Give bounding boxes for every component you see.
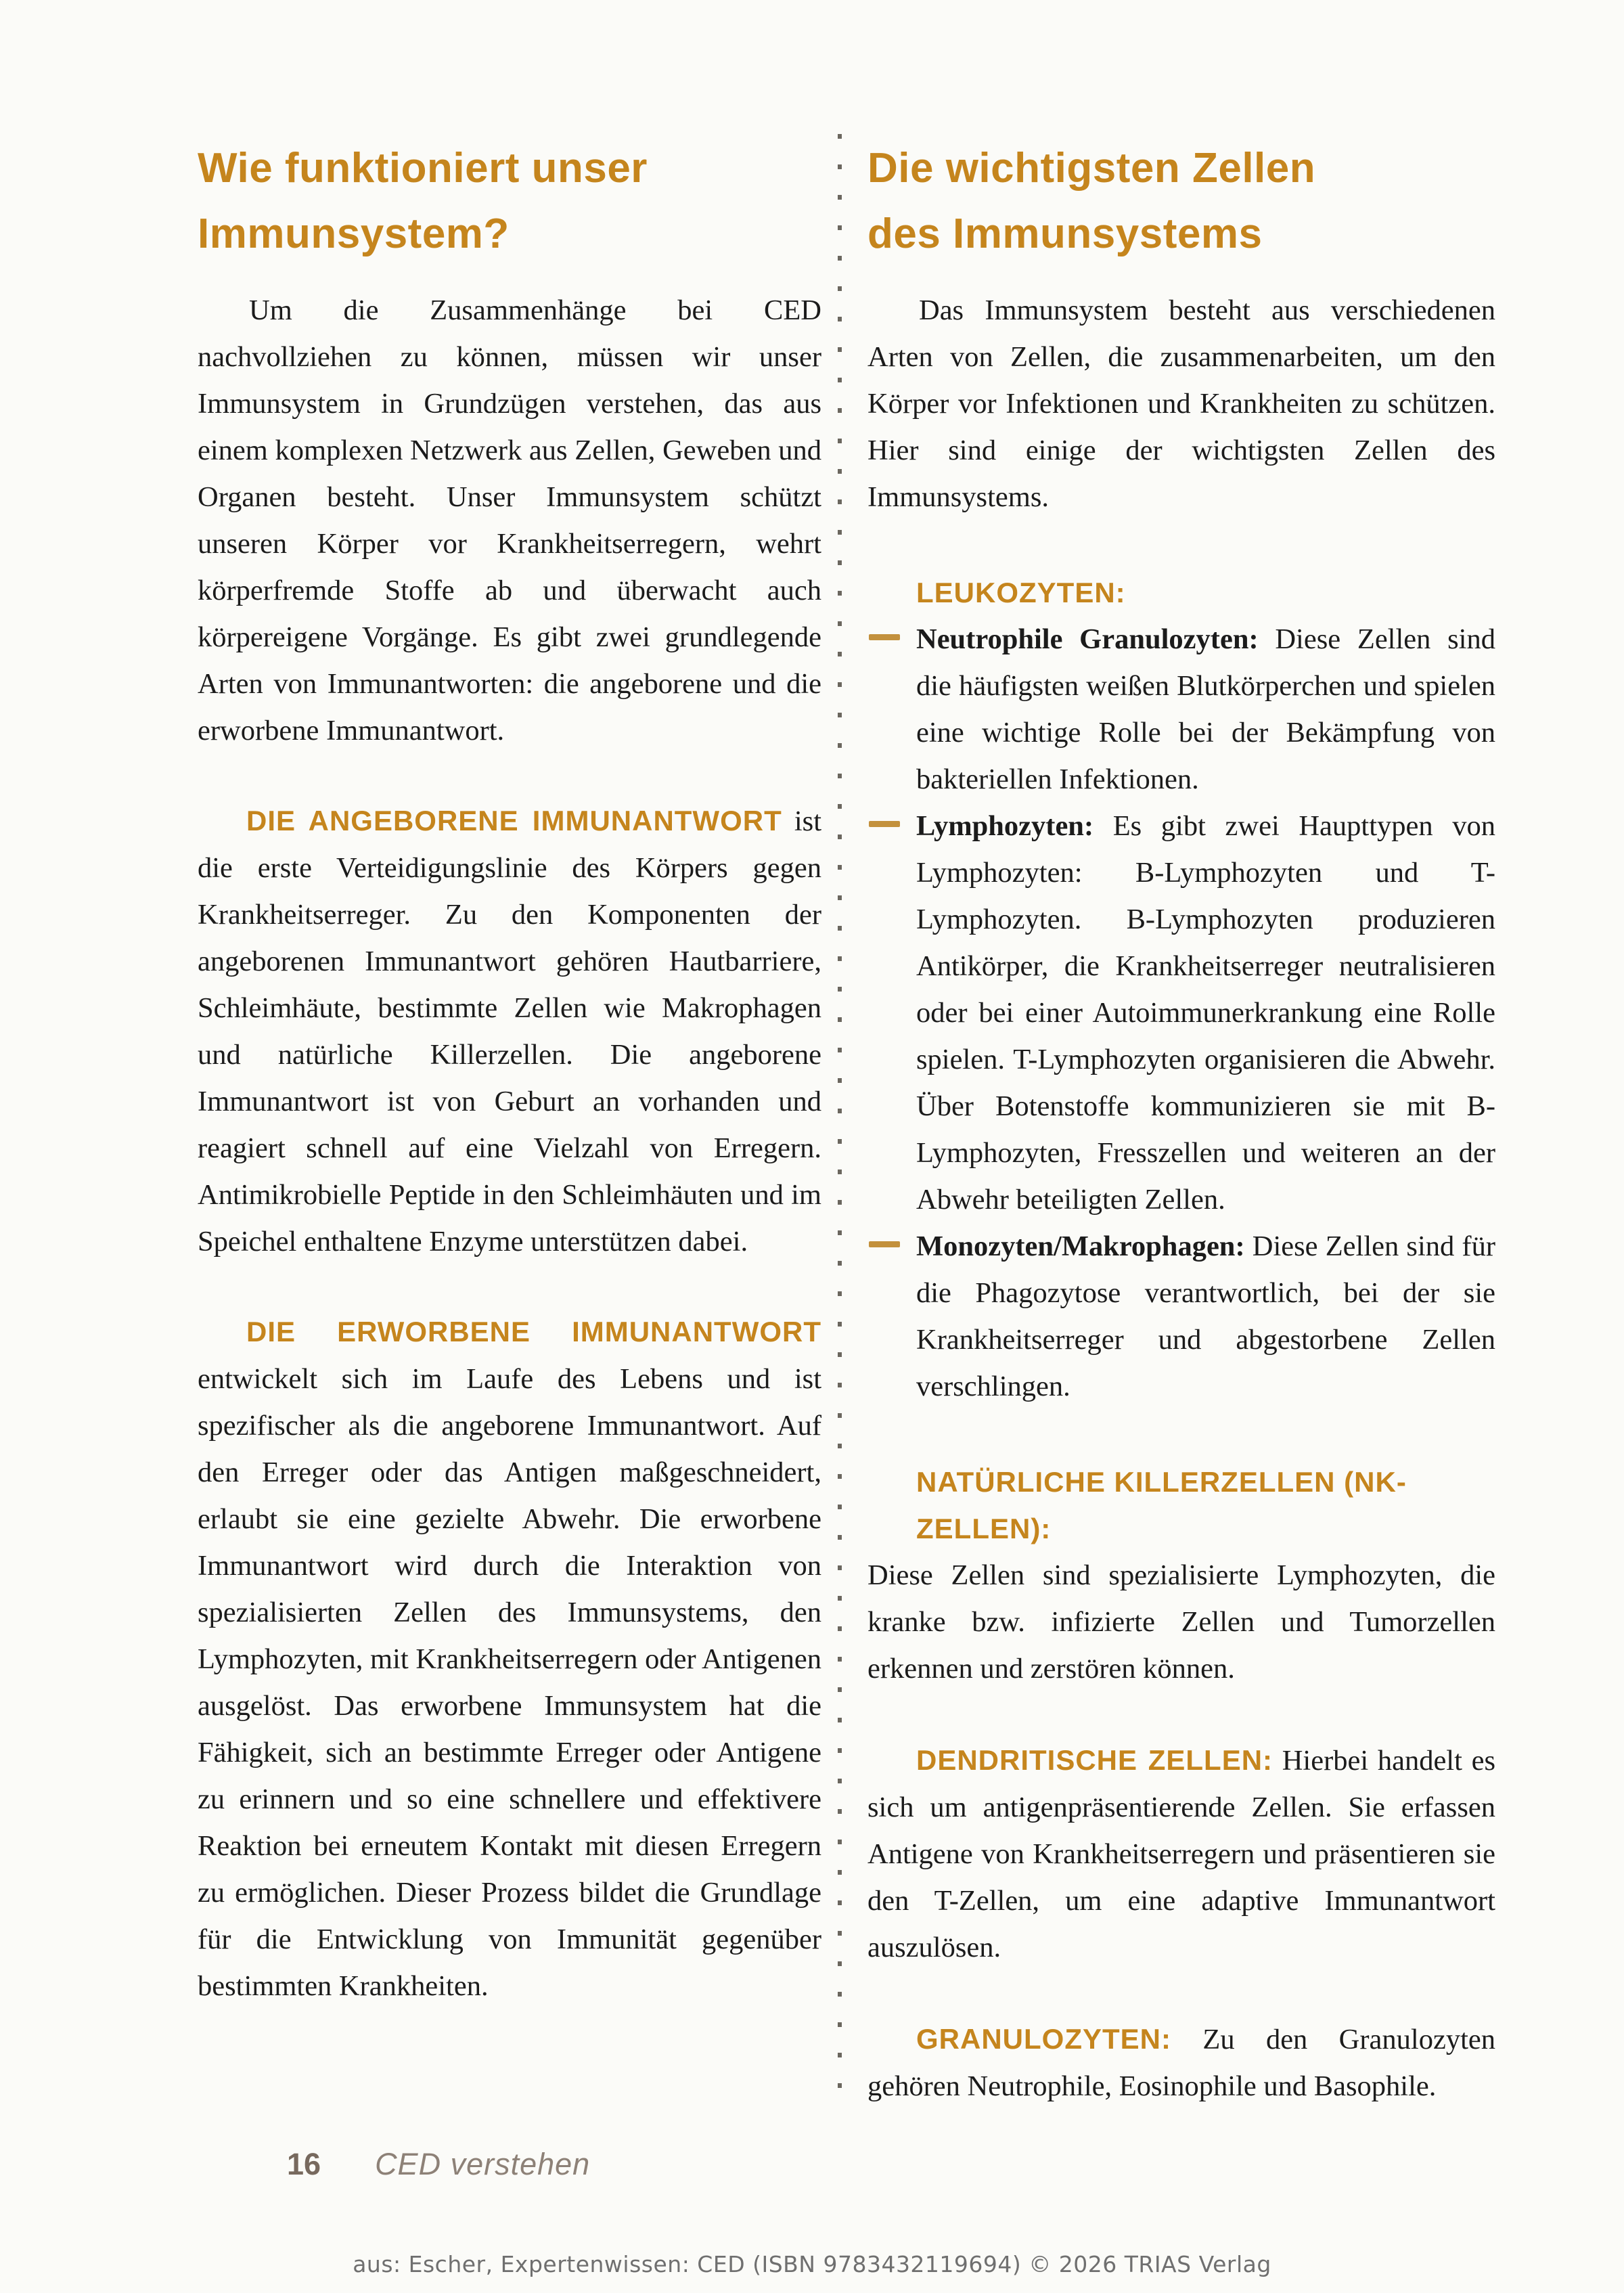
bullet-text-neutrophile: Diese Zellen sind die häufigsten weißen Blutkörperchen und spielen eine wichtige Rolle bei der Bekämpfung von bakteriellen Infektionen. bbox=[916, 623, 1495, 795]
page-number: 16 bbox=[287, 2147, 321, 2181]
section-lead-angeborene: DIE ANGEBORENE IMMUNANTWORT bbox=[246, 805, 782, 837]
bullet-dash-icon bbox=[869, 1241, 900, 1247]
section-dendritische-zellen bbox=[867, 1737, 1495, 1971]
bullet-dash-icon bbox=[869, 634, 900, 640]
section-text-granulozyten: Zu den Granulozyten gehören Neutrophile, Eosinophile und Basophile. bbox=[867, 2024, 1495, 2102]
right-intro-paragraph: Das Immunsystem besteht aus verschiedenen Arten von Zellen, die zusammenarbeiten, um den Körper vor Infektionen und Krankheiten zu schützen. Hier sind einige der wichtigsten Zellen des Immunsystems. bbox=[867, 294, 1495, 513]
leukozyten-heading: LEUKOZYTEN: bbox=[916, 577, 1126, 608]
right-column-heading: Die wichtigsten Zellen des Immunsystems bbox=[867, 145, 1316, 257]
bullet-lead-neutrophile: Neutrophile Granulozyten: bbox=[916, 623, 1259, 655]
chapter-title: CED verstehen bbox=[375, 2147, 591, 2181]
list-item-lymphozyten bbox=[867, 803, 1495, 1223]
section-erworbene-immunantwort bbox=[198, 1308, 821, 2009]
bullet-dash-icon bbox=[869, 821, 900, 827]
list-item-monozyten bbox=[867, 1223, 1495, 1410]
section-text-erworbene: entwickelt sich im Laufe des Lebens und ist spezifischer als die angeborene Immunantwort. Auf den Erreger oder das Antigen maßgeschneidert, erlaubt sie eine gezielte Abwehr. Die erworbene Immunantwort wird durch die Interaktion von spezialisierten Zellen des Immunsystems, den Lymphozyten, mit Krankheitserregern oder Antigenen ausgelöst. Das erworbene Immunsystem hat die Fähigkeit, sich an bestimmte Erreger oder Antigene zu erinnern und so eine schnellere und effektivere Reaktion bei erneutem Kontakt mit diesen Erregern zu ermöglichen. Dieser Prozess bildet die Grundlage für die Entwicklung von Immunität gegenüber bestimmten Krankheiten. bbox=[198, 1363, 821, 2002]
section-lead-granulozyten: GRANULOZYTEN: bbox=[916, 2023, 1171, 2055]
section-granulozyten bbox=[867, 2016, 1495, 2110]
section-lead-dendritische: DENDRITISCHE ZELLEN: bbox=[916, 1744, 1273, 1776]
left-intro-paragraph: Um die Zusammenhänge bei CED nachvollziehen zu können, müssen wir unser Immunsystem in Grundzügen verstehen, das aus einem komplexen Netzwerk aus Zellen, Geweben und Organen besteht. Unser Immunsystem schützt unseren Körper vor Krankheitserregern, wehrt körperfremde Stoffe ab und überwacht auch körpereigene Vorgänge. Es gibt zwei grundlegende Arten von Immunantworten: die angeborene und die erworbene Immunantwort. bbox=[198, 294, 821, 747]
section-text-angeborene: ist die erste Verteidigungslinie des Körpers gegen Krankheitserreger. Zu den Komponenten der angeborenen Immunantwort gehören Hautbarriere, Schleimhäute, bestimmte Zellen wie Makrophagen und natürliche Killerzellen. Die angeborene Immunantwort ist von Geburt an vorhanden und reagiert schnell auf eine Vielzahl von Erregern. Antimikrobielle Peptide in den Schleimhäuten und im Speichel enthaltene Enzyme unterstützen dabei. bbox=[198, 805, 822, 1257]
section-text-dendritische: Hierbei handelt es sich um antigenpräsentierende Zellen. Sie erfassen Antigene von Krankheitserregern und präsentieren sie den T-Zellen, um eine adaptive Immunantwort auszulösen. bbox=[867, 1745, 1495, 1963]
left-column bbox=[198, 135, 821, 2009]
bullet-lead-monozyten: Monozyten/Makrophagen: bbox=[916, 1230, 1245, 1262]
copyright-credit-line: aus: Escher, Expertenwissen: CED (ISBN 9783432119694) © 2026 TRIAS Verlag bbox=[353, 2251, 1271, 2277]
right-column bbox=[867, 135, 1495, 2110]
bullet-text-lymphozyten: Es gibt zwei Haupttypen von Lymphozyten: B-Lymphozyten und T-Lymphozyten. B-Lymphozyten produzieren Antikörper, die Krankheitserreger neutralisieren oder bei einer Autoimmunerkrankung eine Rolle spielen. T-Lymphozyten organisieren die Abwehr. Über Botenstoffe kommunizieren sie mit B-Lymphozyten, Fresszellen und weiteren an der Abwehr beteiligten Zellen. bbox=[916, 810, 1495, 1216]
nk-zellen-heading: NATÜRLICHE KILLERZELLEN (NK-ZELLEN): bbox=[916, 1466, 1407, 1544]
column-divider-dotted-line bbox=[838, 134, 842, 2093]
section-lead-erworbene: DIE ERWORBENE IMMUNANTWORT bbox=[246, 1316, 821, 1348]
list-item-neutrophile bbox=[867, 616, 1495, 803]
section-angeborene-immunantwort bbox=[198, 797, 821, 1265]
nk-zellen-paragraph: Diese Zellen sind spezialisierte Lymphozyten, die kranke bzw. infizierte Zellen und Tumorzellen erkennen und zerstören können. bbox=[867, 1559, 1495, 1685]
bullet-lead-lymphozyten: Lymphozyten: bbox=[916, 810, 1094, 842]
bullet-text-monozyten: Diese Zellen sind für die Phagozytose verantwortlich, bei der sie Krankheitserreger und abgestorbene Zellen verschlingen. bbox=[916, 1230, 1495, 1402]
leukozyten-list bbox=[867, 616, 1495, 1410]
left-column-heading: Wie funktioniert unser Immunsystem? bbox=[198, 145, 648, 257]
page-footer bbox=[287, 2147, 590, 2182]
